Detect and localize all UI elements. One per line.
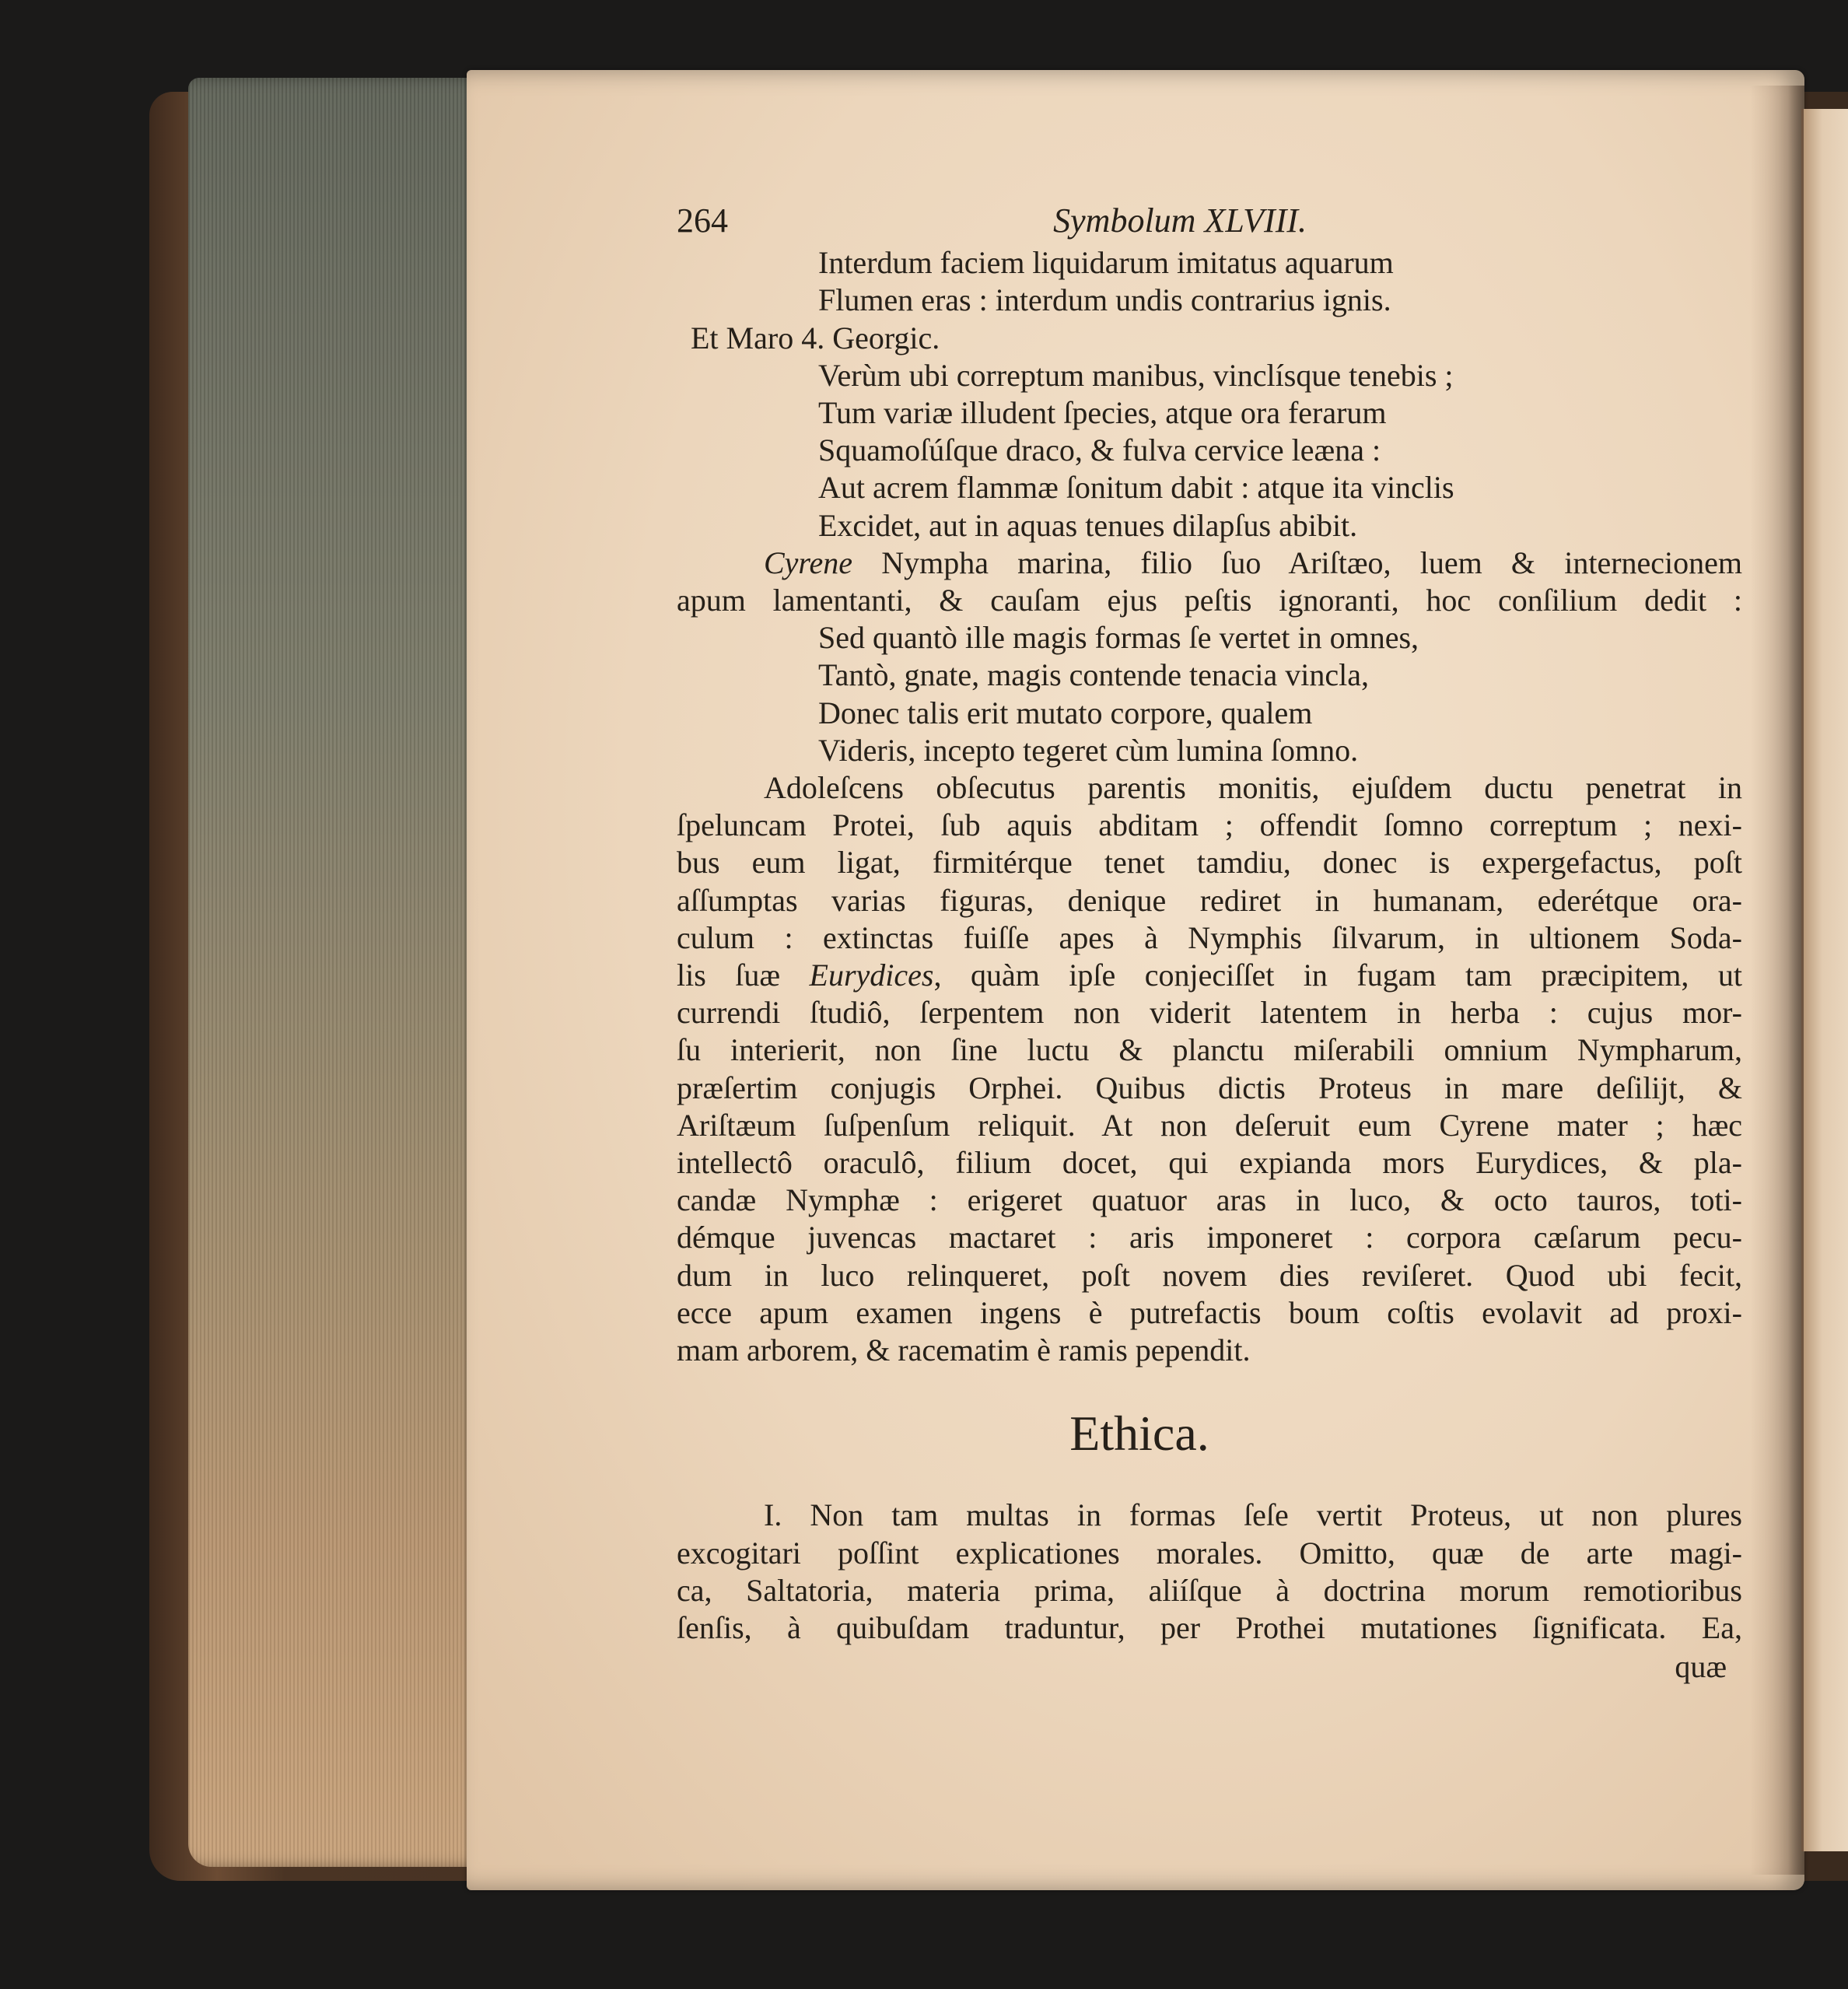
prose-line: præſertim conjugis Orphei. Quibus dictis Proteus in mare deſilijt, & [677, 1070, 1742, 1105]
prose-line: currendi ſtudiô, ſerpentem non viderit latentem in herba : cujus mor- [677, 995, 1742, 1031]
verse-line: Videris, incepto tegeret cùm lumina ſomno. [818, 732, 1359, 768]
prose-line: intellectô oraculô, filium docet, qui expianda mors Eurydices, & pla- [677, 1145, 1742, 1181]
verse-line: Tum variæ illudent ſpecies, atque ora ferarum [818, 395, 1387, 431]
section-heading: Ethica. [1069, 1406, 1209, 1462]
prose-line: apum lamentanti, & cauſam ejus peſtis ignoranti, hoc conſilium dedit : [677, 583, 1742, 618]
verse-line: Excidet, aut in aquas tenues dilapſus abibit. [818, 507, 1358, 543]
verse-line: Squamoſúſque draco, & fulva cervice leæna : [818, 432, 1381, 468]
prose-line: Ariſtæum ſuſpenſum reliquit. At non deſeruit eum Cyrene mater ; hæc [677, 1107, 1742, 1143]
prose-text: lis ſuæ [677, 958, 810, 993]
running-head: Symbolum XLVIII. [1053, 201, 1307, 240]
prose-line: ecce apum examen ingens è putrefactis boum coſtis evolavit ad proxi- [677, 1294, 1742, 1330]
verse-line: Aut acrem flammæ ſonitum dabit : atque ita vinclis [818, 470, 1454, 506]
prose-line: excogitari poſſint explicationes morales. Omitto, quæ de arte magi- [677, 1535, 1742, 1571]
prose-line: Adoleſcens obſecutus parentis monitis, ejuſdem ductu penetrat in [764, 770, 1742, 806]
page-number: 264 [677, 201, 728, 240]
prose-line: ſenſis, à quibuſdam traduntur, per Prothei mutationes ſignificata. Ea, [677, 1609, 1742, 1645]
verse-line: Flumen eras : interdum undis contrarius ignis. [818, 282, 1391, 318]
prose-line [677, 957, 1742, 994]
verse-line: Donec talis erit mutato corpore, qualem [818, 695, 1313, 730]
right-page-edge [1801, 109, 1848, 1851]
prose-line: culum : extinctas fuiſſe apes à Nymphis ſilvarum, in ultionem Soda- [677, 919, 1742, 955]
prose-line: candæ Nymphæ : erigeret quatuor aras in luco, & octo tauros, toti- [677, 1182, 1742, 1218]
verse-line: Sed quantò ille magis formas ſe vertet in omnes, [818, 620, 1419, 656]
prose-line: mam arborem, & racematim è ramis pependit. [677, 1332, 1251, 1368]
book-gutter [1750, 86, 1804, 1875]
prose-line: aſſumptas varias figuras, denique rediret in humanam, ederétque ora- [677, 882, 1742, 918]
source-line: Et Maro 4. Georgic. [691, 320, 940, 355]
prose-line: ſpeluncam Protei, ſub aquis abditam ; offendit ſomno correptum ; nexi- [677, 807, 1742, 843]
prose-line: ſu interierit, non ſine luctu & planctu miſerabili omnium Nympharum, [677, 1032, 1742, 1068]
prose-line: I. Non tam multas in formas ſeſe vertit Proteus, ut non plures [764, 1497, 1742, 1533]
prose-line: dum in luco relinqueret, poſt novem dies reviſeret. Quod ubi fecit, [677, 1257, 1742, 1293]
prose-line: démque juvencas mactaret : aris imponeret : corpora cæſarum pecu- [677, 1220, 1742, 1255]
prose-text: Nympha marina, filio ſuo Ariſtæo, luem & internecionem [852, 545, 1742, 580]
italic-name: Cyrene [764, 545, 853, 580]
prose-line [677, 545, 1742, 582]
verse-line: Verùm ubi correptum manibus, vinclísque tenebis ; [818, 357, 1454, 393]
verse-line: Interdum faciem liquidarum imitatus aquarum [818, 245, 1394, 281]
prose-text: , quàm ipſe conjeciſſet in fugam tam præcipitem, ut [933, 958, 1742, 993]
page-text [677, 202, 1742, 1686]
page-header [677, 202, 1392, 240]
prose-line: bus eum ligat, firmitérque tenet tamdiu, donec is expergefactus, poſt [677, 845, 1742, 881]
italic-name: Eurydices [809, 958, 934, 993]
verse-line: Tantò, gnate, magis contende tenacia vincla, [818, 657, 1370, 693]
catchword: quæ [1675, 1649, 1727, 1685]
prose-line: ca, Saltatoria, materia prima, aliíſque à doctrina morum remotioribus [677, 1572, 1742, 1608]
